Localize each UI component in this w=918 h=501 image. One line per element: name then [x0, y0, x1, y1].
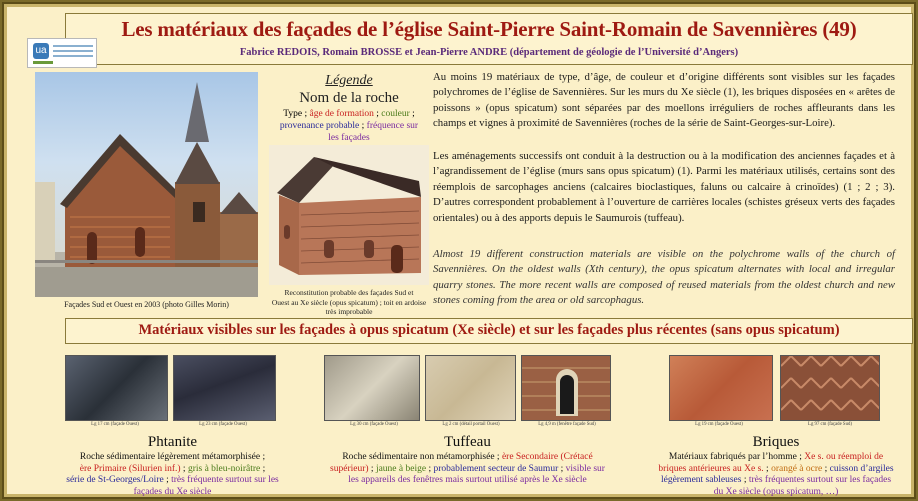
sep: ;: [763, 463, 772, 474]
phtanite-thumb-2-caption: Lg 23 cm (façade Ouest): [199, 422, 247, 427]
intro-paragraph-2: Les aménagements successifs ont conduit à la destruction ou à la modification des anciennes façades et à l’agrandissement de l’église (murs sans opus spicatum) (1). Parmi les matériaux utilisés, certains sont des réemplois de sarcophages anciens (calcaires bioclastiques, faluns ou calcaire à crinoïdes) (1 ; 2 ; 3). D’autres correspondent probablement à l’ouverture de carrières locales (schistes gréseux verts des façades orientales) ou à des apports depuis le Saumurois (tuffeau).: [433, 150, 895, 224]
church-photo: [35, 72, 258, 297]
sep: ;: [163, 475, 172, 486]
legend-sep: ;: [409, 109, 415, 119]
tuffeau-thumb-1: [324, 355, 420, 421]
page-title: Les matériaux des façades de l’église Saint-Pierre Saint-Romain de Savennières (49): [121, 17, 857, 41]
sep: ;: [260, 463, 266, 474]
phtanite-thumb-1: [65, 355, 168, 421]
briques-age: Xe s. ou réemploi de briques antérieures au Xe s.: [658, 452, 884, 474]
logo-foot: [33, 61, 53, 64]
legend-color: couleur: [381, 109, 410, 119]
tuffeau-frequency: visible sur les appareils des fenêtres mais surtout utilisé après le Xe siècle: [348, 463, 605, 486]
poster-frame: [4, 4, 914, 497]
title-box: [65, 13, 913, 65]
sep: ;: [558, 463, 566, 474]
reconstruction-drawing: [269, 145, 429, 285]
sep: ;: [822, 463, 830, 474]
authors: Fabrice REDOIS, Romain BROSSE et Jean-Pierre ANDRE (département de géologie de l’Université d’Angers): [239, 47, 739, 58]
tuffeau-thumb-2-caption: Lg 2 cm (détail portail Ouest): [442, 422, 500, 427]
phtanite-type: Roche sédimentaire légèrement métamorphisée ;: [79, 452, 266, 462]
tuffeau-age: ère Secondaire (Crétacé supérieur): [330, 452, 593, 474]
tuffeau-thumb-3-caption: Lg 4,9 m (fenêtre façade Sud): [538, 422, 596, 427]
briques-thumb-1: [669, 355, 773, 421]
reconstruction-caption-line2: Ouest au Xe siècle (opus spicatum) ; toit en ardoise très improbable: [271, 297, 427, 316]
sep: ;: [180, 463, 188, 474]
main-photo-caption: Façades Sud et Ouest en 2003 (photo Gilles Morin): [64, 300, 229, 309]
phtanite-description: [65, 452, 280, 498]
briques-description: [657, 452, 895, 498]
legend-frequency: fréquence sur: [366, 121, 419, 131]
tuffeau-thumb-1-caption: Lg 30 cm (façade Ouest): [350, 422, 398, 427]
opus-spicatum-illustration: [781, 356, 880, 421]
church-illustration: [35, 72, 258, 297]
briques-provenance: cuisson d’argiles légèrement sableuses: [660, 463, 894, 486]
university-logo: [27, 38, 97, 68]
briques-thumb-2-caption: Lg 97 cm (façade Sud): [808, 422, 852, 427]
section-title: Matériaux visibles sur les façades à opus spicatum (Xe siècle) et sur les façades plus récentes (sans opus spicatum): [65, 318, 913, 344]
briques-type: Matériaux fabriqués par l’homme ;: [668, 452, 802, 462]
logo-mark-icon: ua: [33, 43, 49, 59]
tuffeau-description: [324, 452, 611, 487]
sep: ;: [741, 475, 749, 486]
phtanite-frequency: très fréquente surtout sur les façades du Xe siècle: [133, 475, 279, 497]
tuffeau-provenance: probablement secteur de Saumur: [433, 463, 559, 474]
sep: ;: [368, 463, 376, 474]
legend-body: [269, 108, 429, 144]
briques-color: orangé à ocre: [771, 463, 823, 474]
phtanite-color: gris à bleu-noirâtre: [187, 463, 261, 474]
tuffeau-thumb-3: [521, 355, 611, 421]
briques-name: Briques: [752, 434, 800, 450]
tuffeau-color: jaune à beige: [375, 463, 427, 474]
phtanite-name: Phtanite: [147, 434, 198, 450]
tuffeau-type: Roche sédimentaire non métamorphisée ;: [342, 452, 500, 462]
briques-thumb-1-caption: Lg 19 cm (façade Ouest): [695, 422, 743, 427]
legend-title: Légende: [325, 73, 373, 88]
phtanite-thumb-2: [173, 355, 276, 421]
intro-paragraph-english: Almost 19 different construction materials are visible on the polychrome walls of the church of Savennières. On the oldest walls (Xth century), the opus spicatum alternates with local and irregular quarry stones. The more recent walls are composed of reused materials from the oldest church and new stones coming from the area or old sarcophagus.: [433, 248, 895, 307]
legend-frequency-2: les façades: [328, 133, 370, 143]
briques-frequency: très fréquentes surtout sur les façades du Xe siècle (opus spicatum, …): [713, 475, 892, 497]
legend-age: âge de formation: [309, 109, 374, 119]
legend-sep: ;: [359, 121, 367, 131]
legend-subtitle: Nom de la roche: [299, 90, 399, 106]
phtanite-thumb-1-caption: Lg 17 cm (façade Ouest): [91, 422, 139, 427]
sep: ;: [426, 463, 434, 474]
legend-provenance: provenance probable: [279, 121, 360, 131]
tuffeau-thumb-2: [425, 355, 516, 421]
legend-sep: ;: [373, 109, 382, 119]
reconstruction-illustration: [269, 145, 429, 285]
reconstruction-caption: [269, 288, 429, 317]
intro-paragraph-1: Au moins 19 matériaux de type, d’âge, de couleur et d’origine différents sont visibles sur les façades polychromes de l’église de Savennières. Sur les murs du Xe siècle (1), les briques disposées en « arêtes de poissons » (opus spicatum) sont séparées par des moellons irréguliers de roches affleurants dans les champs et vignes à proximité de Savennières (roches de la série de Saint-Georges-sur-Loire).: [433, 71, 895, 130]
legend-type: Type ;: [283, 109, 310, 119]
briques-thumb-2: [780, 355, 880, 421]
reconstruction-caption-line1: Reconstitution probable des façades Sud et: [284, 288, 414, 297]
phtanite-age: ère Primaire (Silurien inf.): [79, 463, 181, 474]
tuffeau-name: Tuffeau: [444, 434, 491, 450]
phtanite-provenance: série de St-Georges/Loire: [66, 475, 164, 486]
logo-lines: [53, 45, 93, 60]
window-illustration: [522, 356, 611, 421]
